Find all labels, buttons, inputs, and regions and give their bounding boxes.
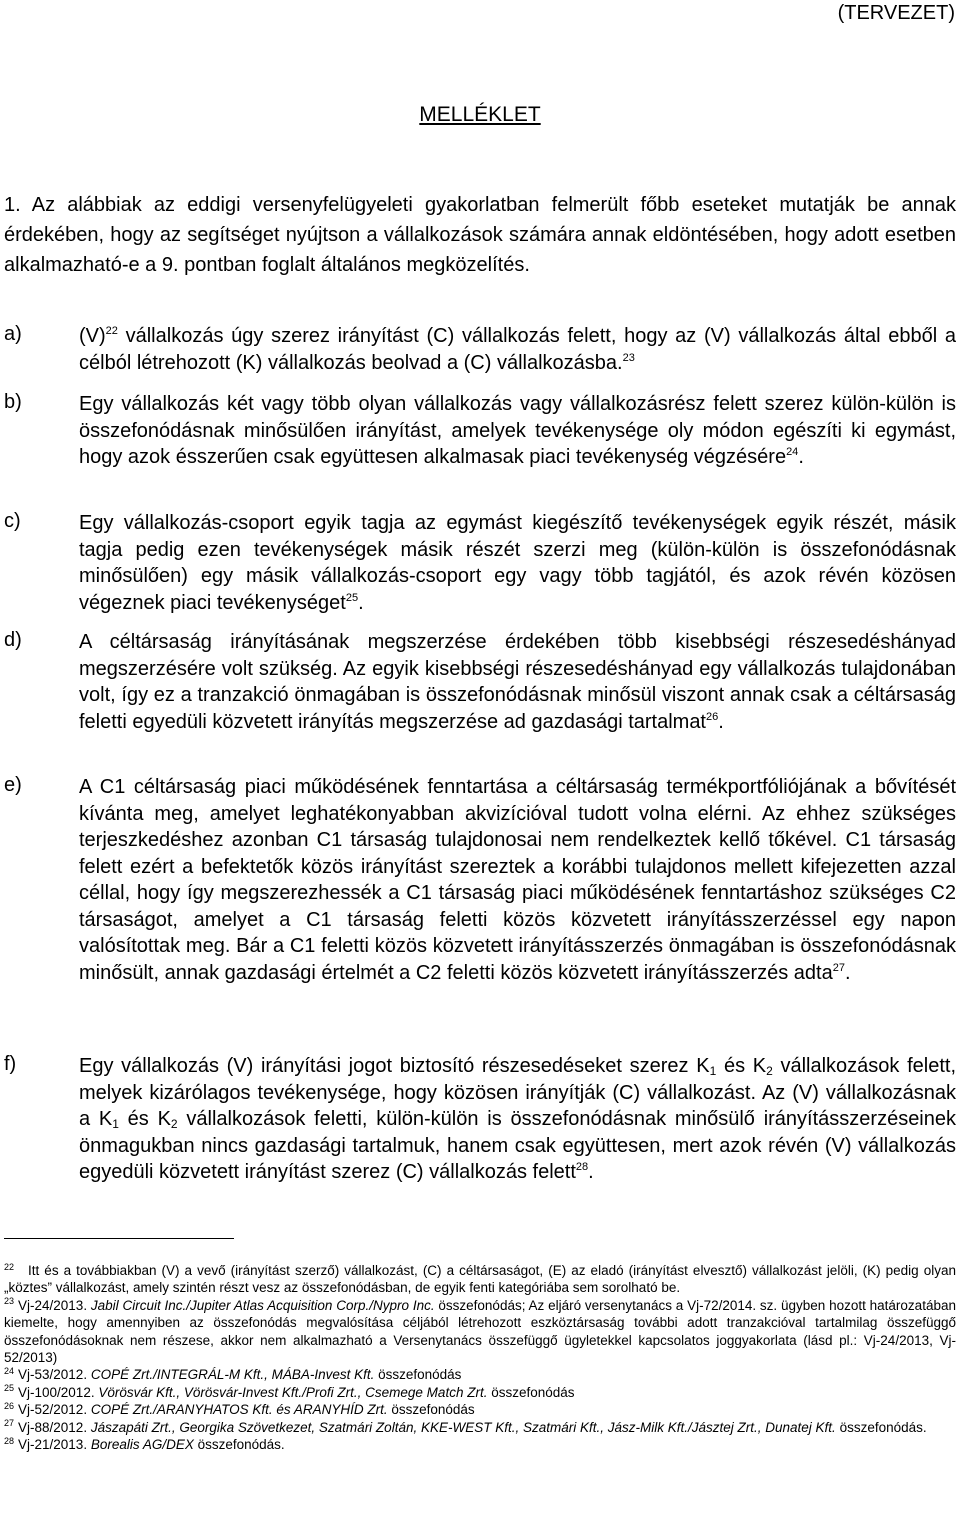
footnote-27: $^{27}$ Vj-88/2012. Jászapáti Zrt., Georgika Szövetkezet, Szatmári Zoltán, KKE-WEST Kft., Szatmári Kft., Jász-Milk Kft./Jásztej Zrt., Dunatej Kft. összefonódás.: [4, 1418, 927, 1435]
list-item-d: [4, 629, 956, 735]
footnote-ref[interactable]: 23: [622, 351, 635, 364]
footnote-ref[interactable]: 28: [575, 1160, 589, 1173]
footnote-24: $^{24}$ Vj-53/2012. COPÉ Zrt./INTEGRÁL-M Kft., MÁBA-Invest Kft. összefonódás: [4, 1366, 462, 1383]
list-item-a: [4, 323, 956, 376]
list-letter: b): [4, 391, 22, 413]
footnote-ref[interactable]: 26: [706, 710, 719, 723]
footnote-ref[interactable]: 25: [345, 591, 359, 604]
list-item-e: [4, 774, 956, 986]
draft-label: (TERVEZET): [837, 2, 955, 24]
list-letter: e): [4, 774, 22, 796]
list-item-text: A C1 céltársaság piaci működésének fenntartása a céltársaság termékportfóliójának a bővítését kívánta meg, amelyet leghatékonyabban akvizícióval tudott volna elérni. Az ehhez szükséges terjeszkedéshez azonban C1 társaság tulajdonosai nem rendelkeztek kellő tőkével. C1 társaság felett ezért a befektetők közös irányítást szereztek a korábbi tulajdonos mellett kifejezetten azzal céllal, hogy így megszerezhessék a C1 társaság piaci működésének fenntartáshoz szükséges C2 társaságot, amelyet a C1 társaság feletti közös közvetett irányításszerzéssel egy napon valósítottak meg. Bár a C1 feletti közös közvetett irányításszerzés önmagában is összefonódásnak minősült, annak gazdasági értelmét a C2 feletti közös közvetett irányításszerzés adta$^{27}$.: [79, 776, 956, 984]
list-item-text: Egy vállalkozás-csoport egyik tagja az egymást kiegészítő tevékenységek egyik részét, másik tagja pedig ezen tevékenységek másik részét szerzi meg (külön-külön is összefonódásnak minősülően) egy másik vállalkozás-csoport egy vagy több tagjától, és azok révén közösen végeznek piaci tevékenységet$^{25}$.: [79, 512, 956, 614]
page-title: MELLÉKLET: [419, 103, 541, 126]
footnote-22: $^{22}$ Itt és a továbbiakban (V) a vevő (irányítást szerző) vállalkozást, (C) a céltársaságot, (E) az eladó (irányítást elvesztő) vállalkozást jelöli, (K) pedig olyan „köztes” vállalkozást, amely szintén részt vesz az összefonódásban, de egyik fenti kategóriába sem sorolható be.: [4, 1261, 956, 1296]
list-letter: f): [4, 1053, 17, 1075]
list-letter: d): [4, 629, 22, 651]
footnote-26: $^{26}$ Vj-52/2012. COPÉ Zrt./ARANYHATOS Kft. és ARANYHÍD Zrt. összefonódás: [4, 1400, 475, 1418]
list-item-c: [4, 510, 956, 616]
list-item-text: A céltársaság irányításának megszerzése érdekében több kisebbségi részesedéshányad megszerzésére volt szükség. Az egyik kisebbségi részesedéshányad egy vállalkozás tulajdonában volt, így ez a tranzakció önmagában is összefonódásnak minősül viszont annak csak a céltársaság feletti egyedüli közvetett irányítás megszerzése ad gazdasági tartalmat$^{26}$.: [79, 631, 956, 733]
footnote-25: $^{25}$ Vj-100/2012. Vörösvár Kft., Vörösvár-Invest Kft./Profi Zrt., Csemege Match Zrt. összefonódás: [4, 1383, 575, 1400]
footnote-ref[interactable]: 22: [105, 324, 118, 337]
list-item-b: [4, 391, 956, 471]
footnote-ref[interactable]: 24: [786, 445, 799, 458]
list-letter: c): [4, 510, 21, 532]
footnote-28: $^{28}$ Vj-21/2013. Borealis AG/DEX összefonódás.: [4, 1435, 285, 1453]
list-item-text: Egy vállalkozás két vagy több olyan vállalkozás vagy vállalkozásrész felett szerez külön-külön is összefonódásnak minősülően irányítást, amelyek tevékenysége oly módon egészíti ki egymást, hogy azok ésszerűen csak együttesen alkalmasak piaci tevékenység végzésére$^{24}$.: [79, 393, 956, 468]
footnote-separator: [4, 1238, 234, 1239]
list-item-text: Egy vállalkozás (V) irányítási jogot biztosító részesedéseket szerez $K_1$ és $K_2$ vállalkozások felett, melyek kizárólagos tevékenysége, hogy közösen irányítják (C) vállalkozást. Az (V) vállalkozásnak a $K_1$ és $K_2$ vállalkozások feletti, külön-külön is összefonódásnak minősülő irányításszerzéseinek önmagukban nincs gazdasági tartalmuk, hanem csak együttesen, mert azok révén (V) vállalkozás egyedüli közvetett irányítást szerez (C) vállalkozás felett$^{28}$.: [79, 1055, 957, 1183]
list-letter: a): [4, 323, 22, 345]
list-item-f: [4, 1053, 956, 1186]
footnote-ref[interactable]: 27: [832, 961, 845, 974]
list-item-text: $(V)^{22}$ vállalkozás úgy szerez irányítást (C) vállalkozás felett, hogy az (V) vállalkozás által ebből a célból létrehozott (K) vállalkozás beolvad a (C) vállalkozásba.$^{23}$: [79, 324, 956, 374]
footnotes: [4, 1262, 956, 1453]
footnote-23: $^{23}$ Vj-24/2013. Jabil Circuit Inc./Jupiter Atlas Acquisition Corp./Nypro Inc. összefonódás; Az eljáró versenytanács a Vj-72/2014. sz. ügyben hozott határozatában kiemelte, hogy amennyiben az összefonódás megvalósítása céljából létrehozott eszköztársaság további adott tranzakcióval tartalmilag összefüggő összefonódásoknak nem részese, akkor nem alkalmazható a Versenytanács összefüggő ügyletekkel kapcsolatos joggyakorlata (lásd pl.: Vj-24/2013, Vj-52/2013): [4, 1296, 956, 1366]
intro-paragraph: 1. Az alábbiak az eddigi versenyfelügyeleti gyakorlatban felmerült főbb eseteket mutatják be annak érdekében, hogy az segítséget nyújtson a vállalkozások számára annak eldöntésében, hogy adott esetben alkalmazható-e a 9. pontban foglalt általános megközelítés.: [4, 194, 956, 276]
